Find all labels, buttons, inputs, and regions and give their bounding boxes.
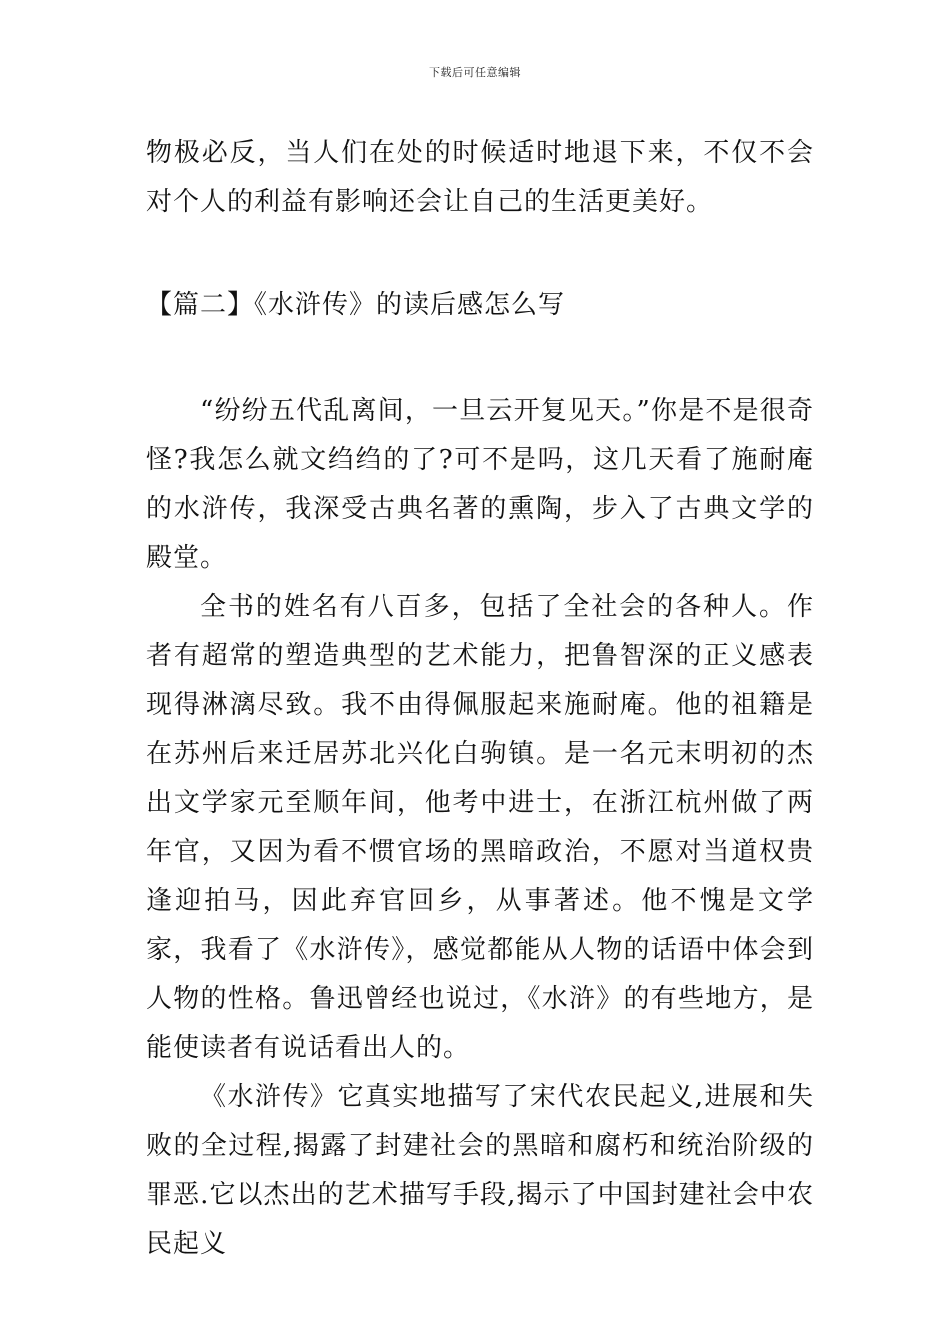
paragraph-3: 《水浒传》它真实地描写了宋代农民起义,进展和失败的全过程,揭露了封建社会的黑暗和腐朽和统治阶级的罪恶.它以杰出的艺术描写手段,揭示了中国封建社会中农民起义 [146,1082,814,1259]
paragraph-intro: 物极必反，当人们在处的时候适时地退下来，不仅不会对个人的利益有影响还会让自己的生活更美好。 [146,138,814,217]
paragraph-2: 全书的姓名有八百多，包括了全社会的各种人。作者有超常的塑造典型的艺术能力，把鲁智深的正义感表现得淋漓尽致。我不由得佩服起来施耐庵。他的祖籍是在苏州后来迁居苏北兴化白驹镇。是一名元末明初的杰出文学家元至顺年间，他考中进士，在浙江杭州做了两年官，又因为看不惯官场的黑暗政治，不愿对当道权贵逢迎拍马，因此弃官回乡，从事著述。他不愧是文学家，我看了《水浒传》，感觉都能从人物的话语中体会到人物的性格。鲁迅曾经也说过，《水浒》的有些地方，是能使读者有说话看出人的。 [146,592,814,1063]
section-heading: 【篇二】《水浒传》的读后感怎么写 [146,290,566,320]
paragraph-1: “纷纷五代乱离间，一旦云开复见天。”你是不是很奇怪?我怎么就文绉绉的了?可不是吗，这几天看了施耐庵的水浒传，我深受古典名著的熏陶，步入了古典文学的殿堂。 [146,396,814,573]
page-header: 下载后可任意编辑 [429,66,521,79]
document-body [146,129,814,1269]
spacer [146,227,814,281]
spacer [146,330,814,387]
